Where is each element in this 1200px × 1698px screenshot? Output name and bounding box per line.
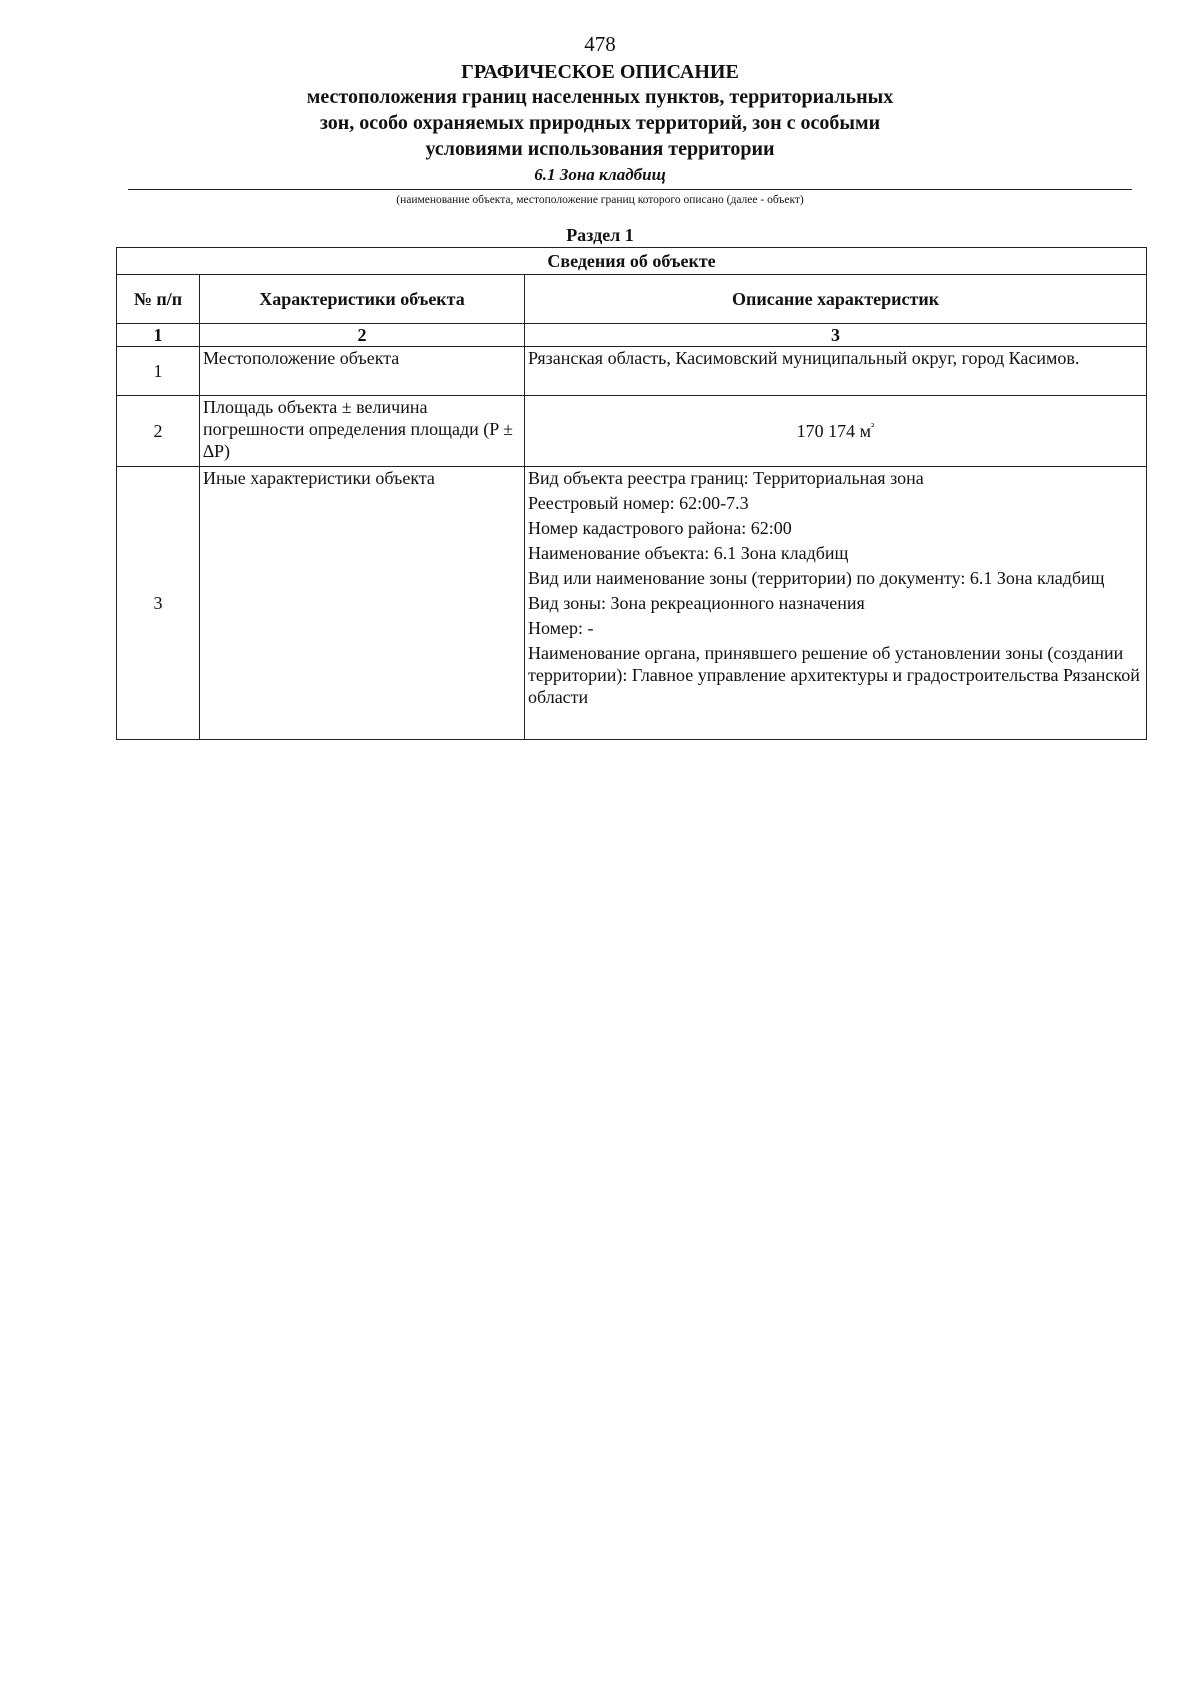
row-number: 3: [117, 467, 200, 740]
description-line: Вид объекта реестра границ: Территориальная зона: [528, 468, 924, 488]
area-value: 170 174 м: [796, 421, 872, 441]
page-number: 478: [584, 32, 616, 56]
description-line: Вид или наименование зоны (территории) по документу: 6.1 Зона кладбищ: [528, 568, 1105, 588]
object-caption: (наименование объекта, местоположение границ которого описано (далее - объект): [396, 194, 804, 206]
row-number: 2: [117, 396, 200, 467]
row-number: 1: [117, 347, 200, 396]
object-name-underline: [128, 189, 1132, 190]
row-characteristic: Местоположение объекта: [200, 347, 525, 396]
description-line: Номер: -: [528, 618, 594, 638]
column-index: 1: [117, 324, 200, 347]
row-characteristic: Площадь объекта ± величина погрешности определения площади (P ± ∆P): [200, 396, 525, 467]
table-caption: Сведения об объекте: [117, 248, 1147, 275]
table-row: [117, 396, 1147, 467]
description-line: Наименование органа, принявшего решение об установлении зоны (создании территории): Главное управление архитектуры и градостроительства Рязанской области: [528, 643, 1140, 707]
row-description: Рязанская область, Касимовский муниципальный округ, город Касимов.: [525, 347, 1147, 396]
description-line: Номер кадастрового района: 62:00: [528, 518, 792, 538]
document-title: ГРАФИЧЕСКОЕ ОПИСАНИЕ: [461, 61, 739, 83]
section-title: Раздел 1: [566, 225, 634, 245]
subtitle-line: местоположения границ населенных пунктов, территориальных: [306, 86, 894, 108]
row-description: [525, 396, 1147, 467]
table-header-row: [117, 275, 1147, 324]
document-subtitle: [200, 84, 1000, 162]
object-name: 6.1 Зона кладбищ: [534, 165, 666, 184]
row-characteristic: Иные характеристики объекта: [200, 467, 525, 740]
subtitle-line: условиями использования территории: [425, 138, 775, 160]
description-line: Реестровый номер: 62:00-7.3: [528, 493, 749, 513]
subtitle-line: зон, особо охраняемых природных территорий, зон с особыми: [319, 112, 881, 134]
area-unit-power: ²: [871, 421, 875, 433]
object-info-table: [116, 247, 1147, 740]
header-number: № п/п: [117, 275, 200, 324]
column-index: 2: [200, 324, 525, 347]
description-line: Наименование объекта: 6.1 Зона кладбищ: [528, 543, 849, 563]
table-row: [117, 467, 1147, 740]
description-line: Вид зоны: Зона рекреационного назначения: [528, 593, 865, 613]
table-caption-row: [117, 248, 1147, 275]
table-column-index-row: [117, 324, 1147, 347]
column-index: 3: [525, 324, 1147, 347]
table-row: [117, 347, 1147, 396]
row-description: [525, 467, 1147, 740]
header-characteristic: Характеристики объекта: [200, 275, 525, 324]
header-description: Описание характеристик: [525, 275, 1147, 324]
